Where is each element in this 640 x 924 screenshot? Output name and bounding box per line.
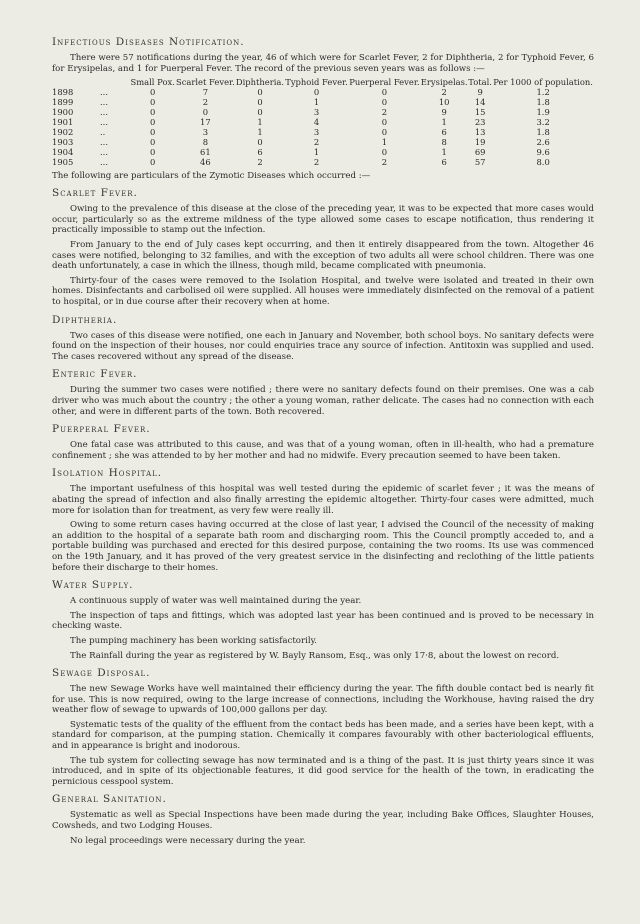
table-cell: 69 xyxy=(474,146,486,157)
table-row xyxy=(52,157,594,167)
table-cell: 13 xyxy=(474,126,486,137)
paragraph-water-3: The pumping machinery has been working satisfactorily. xyxy=(70,635,318,646)
table-cell: 2 xyxy=(202,96,209,107)
paragraph-sanitation-2: No legal proceedings were necessary during the year. xyxy=(70,835,306,846)
table-header-cell: Diphtheria. xyxy=(235,77,285,88)
table-cell: 0 xyxy=(150,146,156,157)
table-cell: 1905 xyxy=(52,156,74,167)
heading-enteric-fever: Enteric Fever. xyxy=(52,368,138,381)
table-cell: 3.2 xyxy=(536,116,550,127)
table-cell: 1 xyxy=(313,96,320,107)
table-row xyxy=(52,117,594,127)
table-cell: ... xyxy=(100,106,108,117)
table-cell: 2.6 xyxy=(536,136,550,147)
table-cell: ... xyxy=(100,156,108,167)
table-cell: 0 xyxy=(257,86,263,97)
heading-scarlet-fever: Scarlet Fever. xyxy=(52,187,138,200)
table-cell: 1902 xyxy=(52,126,74,137)
table-cell: 15 xyxy=(474,106,486,117)
table-header-cell xyxy=(100,78,130,87)
heading-infectious-diseases: Infectious Diseases Notification. xyxy=(52,36,245,48)
table-cell: 1 xyxy=(313,146,320,157)
paragraph-diphtheria-1: Two cases of this disease were notified, one each in January and November, both school boys. No sanitary defects were found on the inspection of their houses, nor could enquiries trace any source of infection. Antitoxin was supplied and used. The cases recovered without any spread of the disease. xyxy=(52,330,594,362)
table-cell: 2 xyxy=(257,156,263,167)
table-cell: 1904 xyxy=(52,146,74,157)
table-cell: 1901 xyxy=(52,116,74,127)
table-cell: ... xyxy=(100,86,108,97)
table-header-cell: Scarlet Fever. xyxy=(175,77,235,88)
heading-water-supply: Water Supply. xyxy=(52,579,134,592)
table-header-cell xyxy=(52,78,100,87)
paragraph-puerperal-1: One fatal case was attributed to this cause, and was that of a young woman, often in ill-health, who had a premature confinement ; she was attended to by her mother and had no midwife. Every precaution seemed to have been taken. xyxy=(52,440,594,461)
table-cell: 2 xyxy=(313,156,320,167)
table-cell: 0 xyxy=(150,86,156,97)
table-row xyxy=(52,137,594,147)
table-cell: 0 xyxy=(381,86,388,97)
table-row xyxy=(52,97,594,107)
table-cell: 2 xyxy=(313,136,320,147)
table-cell: 1.8 xyxy=(536,96,550,107)
heading-general-sanitation: General Sanitation. xyxy=(52,793,167,806)
table-cell: 3 xyxy=(313,106,320,117)
table-cell: 6 xyxy=(441,126,447,137)
table-cell: 1.9 xyxy=(536,106,550,117)
paragraph-sewage-1: The new Sewage Works have well maintained their efficiency during the year. The fifth double contact bed is nearly fit for use. This is now required, owing to the large increase of connections, including the Workhouse, having raised the dry weather flow of sewage to upwards of 100,000 gallons per day. xyxy=(52,684,594,716)
table-cell: 17 xyxy=(200,116,211,127)
paragraph-scarlet-2: From January to the end of July cases kept occurring, and then it entirely disappeared from the town. Altogether 46 cases were notified, belonging to 32 families, and with the exception of two adults all were school children. There was one death unfortunately, a case in which the illness, though mild, became complicated with pneumonia. xyxy=(52,240,594,272)
table-cell: 1900 xyxy=(52,106,74,117)
table-cell: 0 xyxy=(150,156,156,167)
table-cell: 6 xyxy=(257,146,263,157)
table-cell: 1903 xyxy=(52,136,74,147)
table-cell: 1898 xyxy=(52,86,74,97)
table-header-cell: Small Pox. xyxy=(130,77,175,88)
table-cell: 0 xyxy=(150,126,156,137)
paragraph-water-2: The inspection of taps and fittings, which was adopted last year has been continued and is proved to be necessary in checking waste. xyxy=(52,610,594,632)
paragraph-infectious-intro: There were 57 notifications during the year, 46 of which were for Scarlet Fever, 2 for Diphtheria, 2 for Typhoid Fever, 6 for Erysipelas, and 1 for Puerperal Fever. The record of the previous seven years was as follows :— xyxy=(52,53,594,74)
paragraph-scarlet-3: Thirty-four of the cases were removed to the Isolation Hospital, and twelve were isolated and treated in their own homes. Disinfectants and carbolised oil were supplied. All houses were immediately disinfected on the removal of a patient to hospital, or in due course after their recovery when at home. xyxy=(52,275,594,308)
table-cell: 0 xyxy=(150,106,156,117)
table-cell: 1899 xyxy=(52,96,74,107)
table-cell: ... xyxy=(100,116,108,127)
table-cell: 1 xyxy=(441,116,447,127)
table-cell: 7 xyxy=(202,86,209,97)
table-cell: 0 xyxy=(202,106,209,117)
table-cell: 0 xyxy=(381,146,388,157)
table-row xyxy=(52,87,594,97)
table-cell: 3 xyxy=(313,126,320,137)
table-cell: 0 xyxy=(257,136,263,147)
heading-diphtheria: Diphtheria. xyxy=(52,313,118,326)
table-header-cell: Total. xyxy=(468,77,492,88)
table-cell: 19 xyxy=(474,136,486,147)
paragraph-sanitation-1: Systematic as well as Special Inspections have been made during the year, including Bake Offices, Slaughter Houses, Cowsheds, and two Lodging Houses. xyxy=(52,810,594,832)
table-header-row xyxy=(52,78,594,87)
table-cell: 0 xyxy=(150,96,156,107)
table-cell: 10 xyxy=(438,96,450,107)
table-cell: 1.2 xyxy=(536,86,550,97)
table-cell: ... xyxy=(100,136,108,147)
table-cell: 0 xyxy=(257,96,263,107)
table-cell: 8.0 xyxy=(536,156,550,167)
table-cell: 4 xyxy=(313,116,320,127)
table-cell: ... xyxy=(100,146,108,157)
paragraph-scarlet-1: Owing to the prevalence of this disease at the close of the preceding year, it was to be expected that more cases would occur, particularly so as the extreme mildness of the type allowed some cases to escape notification, thus rendering it practically impossible to stamp out the infection. xyxy=(52,204,594,236)
table-cell: 3 xyxy=(202,126,209,137)
table-cell: 1 xyxy=(381,136,388,147)
table-cell: 2 xyxy=(381,156,388,167)
table-cell: 23 xyxy=(474,116,486,127)
table-cell: 1 xyxy=(257,116,263,127)
paragraph-sewage-3: The tub system for collecting sewage has now terminated and is a thing of the past. It is just thirty years since it was introduced, and in spite of its objectionable features, it did good service for the health of the town, in eradicating the pernicious cesspool system. xyxy=(52,755,594,787)
table-cell: 0 xyxy=(381,96,388,107)
notification-table xyxy=(52,78,594,167)
table-cell: .. xyxy=(100,126,106,137)
paragraph-isolation-2: Owing to some return cases having occurred at the close of last year, I advised the Council of the necessity of making an addition to the hospital of a separate bath room and discharging room. This the Council promptly acceded to, and a portable building was purchased and erected for this desired purpose, containing the two rooms. Its use was commenced on the 19th January, and it has proved of the very greatest service in the disinfecting and reclothing of the little patients before their discharge to their homes. xyxy=(52,520,594,573)
table-cell: 1 xyxy=(441,146,447,157)
table-cell: 14 xyxy=(474,96,486,107)
table-header-cell: Per 1000 of population. xyxy=(493,77,593,88)
table-row xyxy=(52,107,594,117)
table-row xyxy=(52,147,594,157)
paragraph-water-1: A continuous supply of water was well maintained during the year. xyxy=(70,596,362,607)
table-cell: 61 xyxy=(200,146,211,157)
table-cell: 2 xyxy=(441,86,447,97)
table-body xyxy=(52,87,594,167)
paragraph-isolation-1: The important usefulness of this hospital was well tested during the epidemic of scarlet fever ; it was the means of abating the spread of infection and also finally arresting the epidemic altogether. Thirty-four cases were admitted, much more for isolation than for treatment, as very few were really ill. xyxy=(52,484,594,516)
table-cell: 8 xyxy=(441,136,447,147)
paragraph-water-4: The Rainfall during the year as registered by W. Bayly Ransom, Esq., was only 17·8, about the lowest on record. xyxy=(70,650,560,661)
table-row xyxy=(52,127,594,137)
table-header-cell: Erysipelas. xyxy=(420,77,468,88)
heading-puerperal-fever: Puerperal Fever. xyxy=(52,423,151,436)
table-cell: 1 xyxy=(257,126,263,137)
table-cell: 0 xyxy=(313,86,320,97)
table-cell: 9.6 xyxy=(536,146,550,157)
table-cell: 9 xyxy=(441,106,447,117)
table-cell: 0 xyxy=(381,126,388,137)
heading-isolation-hospital: Isolation Hospital. xyxy=(52,467,163,480)
table-cell: 57 xyxy=(474,156,486,167)
table-cell: 0 xyxy=(257,106,263,117)
table-cell: 2 xyxy=(381,106,388,117)
heading-sewage-disposal: Sewage Disposal. xyxy=(52,667,151,680)
table-cell: 1.8 xyxy=(536,126,550,137)
table-header-cell: Typhoid Fever. xyxy=(285,77,348,88)
paragraph-sewage-2: Systematic tests of the quality of the effluent from the contact beds has been made, and a series have been kept, with a standard for comparison, at the pumping station. Chemically it compares favourably with other bacteriological effluents, and in appearance is bright and inodorous. xyxy=(52,719,594,752)
table-cell: 6 xyxy=(441,156,447,167)
table-cell: ... xyxy=(100,96,108,107)
table-cell: 46 xyxy=(200,156,211,167)
table-cell: 9 xyxy=(477,86,483,97)
table-cell: 0 xyxy=(150,136,156,147)
table-cell: 0 xyxy=(381,116,388,127)
table-cell: 0 xyxy=(150,116,156,127)
paragraph-zymotic-intro: The following are particulars of the Zymotic Diseases which occurred :— xyxy=(52,170,371,181)
paragraph-enteric-1: During the summer two cases were notified ; there were no sanitary defects found on their premises. One was a cab driver who was much about the country ; the other a young woman, rather delicate. The cases had no connection with each other, and were in different parts of the town. Both recovered. xyxy=(52,385,594,417)
table-cell: 8 xyxy=(202,136,209,147)
table-header-cell: Puerperal Fever. xyxy=(349,77,420,88)
